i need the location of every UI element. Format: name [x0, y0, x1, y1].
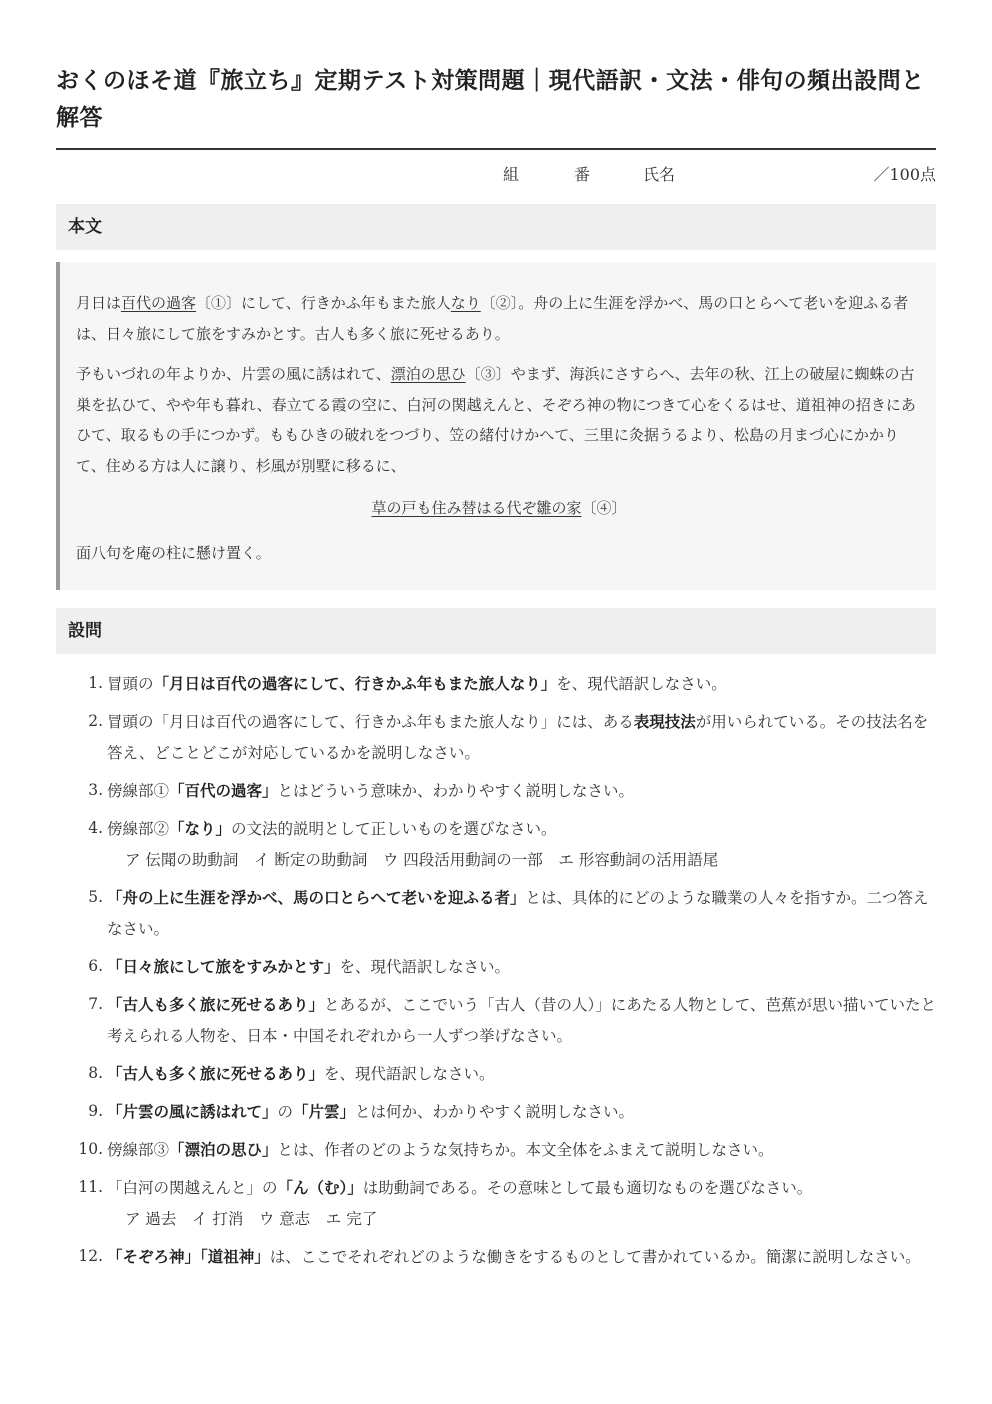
- underlined-phrase-2: なり: [450, 294, 481, 312]
- name-label: 氏名: [643, 165, 676, 184]
- question-item: [56, 668, 936, 700]
- marker-4: 〔④〕: [581, 499, 627, 517]
- question-text: 傍線部①: [107, 782, 170, 800]
- name-bar: [56, 150, 936, 194]
- questions-heading: 設問: [56, 608, 936, 654]
- main-text-paragraph-2: [76, 359, 922, 481]
- question-text: の文法的説明として正しいものを選びなさい。: [231, 820, 557, 838]
- text-run: 。舟の上に生涯を浮かべ、馬の口とらへて老いを迎ふる者は、日々旅にして旅をすみかとす。古人も多く旅に死せるあり。: [76, 294, 909, 343]
- score-label: ／100点: [873, 165, 936, 184]
- question-text: とはどういう意味か、わかりやすく説明しなさい。: [277, 782, 635, 800]
- haiku-line: [76, 493, 922, 524]
- question-text: 冒頭の: [107, 675, 154, 693]
- question-key-phrase: 「舟の上に生涯を浮かべ、馬の口とらへて老いを迎ふる者」: [107, 888, 526, 907]
- question-item: [56, 775, 936, 807]
- question-number: 11.: [78, 1178, 103, 1196]
- question-text: を、現代語訳しなさい。: [324, 1065, 495, 1083]
- underlined-phrase-3: 漂泊の思ひ: [390, 365, 466, 383]
- question-text: とは、具体的にどのような職業の人々を指すか。二つ答えなさい。: [107, 889, 929, 938]
- question-text: とあるが、ここでいう「古人（昔の人）」にあたる人物として、芭蕉が思い描いていたと考えられる人物を、日本・中国それぞれから一人ずつ挙げなさい。: [107, 996, 936, 1045]
- question-key-phrase: 「日々旅にして旅をすみかとす」: [107, 957, 340, 976]
- question-text: が用いられている。その技法名を答え、どことどこが対応しているかを説明しなさい。: [107, 713, 929, 762]
- question-number: 5.: [88, 888, 103, 906]
- text-run: 予もいづれの年よりか、片雲の風に誘はれて、: [76, 365, 391, 383]
- main-text-paragraph-1: [76, 288, 922, 349]
- section-heading-text: 本文: [56, 204, 936, 250]
- question-key-phrase: 「なり」: [169, 819, 232, 838]
- question-text: を、現代語訳しなさい。: [556, 675, 727, 693]
- question-text: 傍線部③: [107, 1141, 170, 1159]
- question-number: 1.: [88, 674, 103, 692]
- question-number: 3.: [88, 781, 103, 799]
- question-text: は助動詞である。その意味として最も適切なものを選びなさい。: [362, 1179, 813, 1197]
- marker-2: 〔②〕: [480, 294, 519, 312]
- question-key-phrase: 「漂泊の思ひ」: [169, 1140, 278, 1159]
- question-number: 8.: [88, 1064, 103, 1082]
- question-number: 7.: [88, 995, 103, 1013]
- marker-3: 〔③〕: [465, 365, 511, 383]
- question-key-phrase: 「月日は百代の過客にして、行きかふ年もまた旅人なり」: [153, 674, 557, 693]
- question-number: 6.: [88, 957, 103, 975]
- underlined-haiku: 草の戸も住み替はる代ぞ雛の家: [371, 499, 582, 517]
- main-text-closing: 面八句を庵の柱に懸け置く。: [76, 543, 271, 562]
- question-text: を、現代語訳しなさい。: [339, 958, 511, 976]
- question-key-phrase: 「そぞろ神」「道祖神」: [107, 1247, 270, 1266]
- question-text: 傍線部②: [107, 820, 170, 838]
- question-key-phrase: 「百代の過客」: [169, 781, 278, 800]
- text-run: やまず、海浜にさすらへ、去年の秋、江上の破屋に蜘蛛の古巣を払ひて、やや年も暮れ、春立てる霞の空に、白河の関越えんと、そぞろ神の物につきて心をくるはせ、道祖神の招きにあひて、取るもの手につかず。ももひきの破れをつづり、笠の緒付けかへて、三里に灸据うるより、松島の月まづ心にかかりて、住める方は人に譲り、杉風が別墅に移るに、: [76, 365, 916, 475]
- underlined-phrase-1: 百代の過客: [121, 294, 197, 312]
- question-item: [56, 706, 936, 769]
- question-list: [56, 668, 936, 1273]
- text-run: にして、行きかふ年もまた旅人: [241, 294, 451, 312]
- question-text: 「白河の関越えんと」の: [107, 1179, 278, 1197]
- question-number: 4.: [88, 819, 103, 837]
- question-number: 12.: [78, 1247, 103, 1265]
- answer-options: ア 伝聞の助動詞 イ 断定の助動詞 ウ 四段活用動詞の一部 エ 形容動詞の活用語尾: [125, 851, 719, 869]
- question-key-phrase: 表現技法: [633, 712, 696, 731]
- question-text: 冒頭の「月日は百代の過客にして、行きかふ年もまた旅人なり」には、ある: [107, 713, 634, 731]
- main-text-box: [56, 262, 936, 590]
- question-text: とは、作者のどのような気持ちか。本文全体をふまえて説明しなさい。: [277, 1141, 774, 1159]
- question-text: とは何か、わかりやすく説明しなさい。: [355, 1103, 635, 1121]
- question-item: [56, 1172, 936, 1235]
- question-key-phrase: 「ん（む）」: [277, 1178, 363, 1197]
- question-item: [56, 1058, 936, 1090]
- marker-1: 〔①〕: [196, 294, 242, 312]
- question-item: [56, 989, 936, 1052]
- question-number: 2.: [88, 712, 103, 730]
- answer-options: ア 過去 イ 打消 ウ 意志 エ 完了: [125, 1210, 378, 1228]
- question-item: [56, 813, 936, 876]
- question-text: は、ここでそれぞれどのような働きをするものとして書かれているか。簡潔に説明しなさい。: [269, 1248, 921, 1266]
- question-number: 10.: [78, 1140, 103, 1158]
- class-label: 組: [503, 165, 520, 184]
- question-key-phrase: 「片雲の風に誘はれて」: [107, 1102, 278, 1121]
- text-run: 月日は: [76, 294, 122, 312]
- question-number: 9.: [88, 1102, 103, 1120]
- question-item: [56, 1134, 936, 1166]
- question-item: [56, 882, 936, 945]
- question-key-phrase: 「古人も多く旅に死せるあり」: [107, 995, 325, 1014]
- question-key-phrase: 「片雲」: [293, 1102, 356, 1121]
- question-text: の: [277, 1103, 294, 1121]
- page-title: おくのほそ道『旅立ち』定期テスト対策問題｜現代語訳・文法・俳句の頻出設問と解答: [56, 67, 925, 131]
- question-item: [56, 951, 936, 983]
- question-item: [56, 1096, 936, 1128]
- question-key-phrase: 「古人も多く旅に死せるあり」: [107, 1064, 325, 1083]
- question-item: [56, 1241, 936, 1273]
- number-label: 番: [574, 165, 591, 184]
